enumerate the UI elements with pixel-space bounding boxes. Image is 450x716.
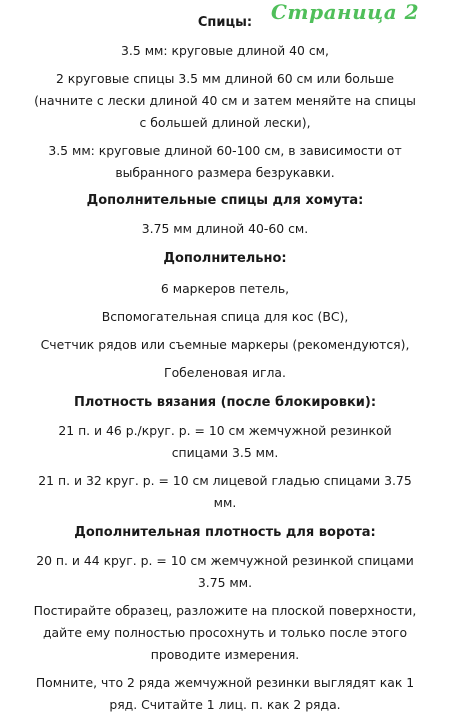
section-title-collar-needles: Дополнительные спицы для хомута: — [86, 193, 364, 208]
section-collar-needles — [10, 190, 440, 240]
section-needles — [10, 12, 440, 184]
needles-line-1: 3.5 мм: круговые длиной 40 см, — [121, 43, 329, 58]
needles-line-2: 2 круговые спицы 3.5 мм длиной 60 см или больше — [55, 71, 395, 86]
document-content — [10, 12, 440, 716]
needles-line-6: выбранного размера безрукавки. — [115, 165, 335, 180]
needles-line-5: 3.5 мм: круговые длиной 60-100 см, в зависимости от — [48, 143, 402, 158]
collar-gauge-line-6: Помните, что 2 ряда жемчужной резинки выглядят как 1 — [35, 675, 415, 690]
extras-line-4: Гобеленовая игла. — [164, 365, 286, 380]
collar-gauge-line-1: 20 п. и 44 круг. р. = 10 см жемчужной резинкой спицами — [36, 553, 414, 568]
collar-gauge-line-5: проводите измерения. — [150, 647, 300, 662]
section-title-extras: Дополнительно: — [163, 251, 287, 266]
gauge-line-4: мм. — [213, 495, 237, 510]
gauge-line-3: 21 п. и 32 круг. р. = 10 см лицевой гладью спицами 3.75 — [38, 473, 412, 488]
extras-line-1: 6 маркеров петель, — [160, 281, 290, 296]
collar-gauge-line-4: дайте ему полностью просохнуть и только после этого — [42, 625, 408, 640]
section-extras — [10, 248, 440, 384]
collar-gauge-line-2: 3.75 мм. — [197, 575, 253, 590]
needles-line-3: (начните с лески длиной 40 см и затем меняйте на спицы — [34, 93, 416, 108]
extras-line-3: Счетчик рядов или съемные маркеры (рекомендуются), — [40, 337, 410, 352]
collar-gauge-line-3: Постирайте образец, разложите на плоской поверхности, — [33, 603, 417, 618]
section-collar-gauge — [10, 522, 440, 716]
section-title-gauge: Плотность вязания (после блокировки): — [73, 395, 377, 410]
section-title-needles: Спицы: — [197, 15, 253, 30]
section-gauge — [10, 392, 440, 514]
needles-line-4: с большей длиной лески), — [139, 115, 311, 130]
gauge-line-1: 21 п. и 46 р./круг. р. = 10 см жемчужной резинкой — [58, 423, 392, 438]
collar-needles-line-1: 3.75 мм длиной 40-60 см. — [141, 221, 309, 236]
section-title-collar-gauge: Дополнительная плотность для ворота: — [74, 525, 376, 540]
page-badge: Страница 2 — [271, 0, 420, 24]
extras-line-2: Вспомогательная спица для кос (ВС), — [101, 309, 349, 324]
collar-gauge-line-7: ряд. Считайте 1 лиц. п. как 2 ряда. — [109, 697, 341, 712]
gauge-line-2: спицами 3.5 мм. — [171, 445, 279, 460]
